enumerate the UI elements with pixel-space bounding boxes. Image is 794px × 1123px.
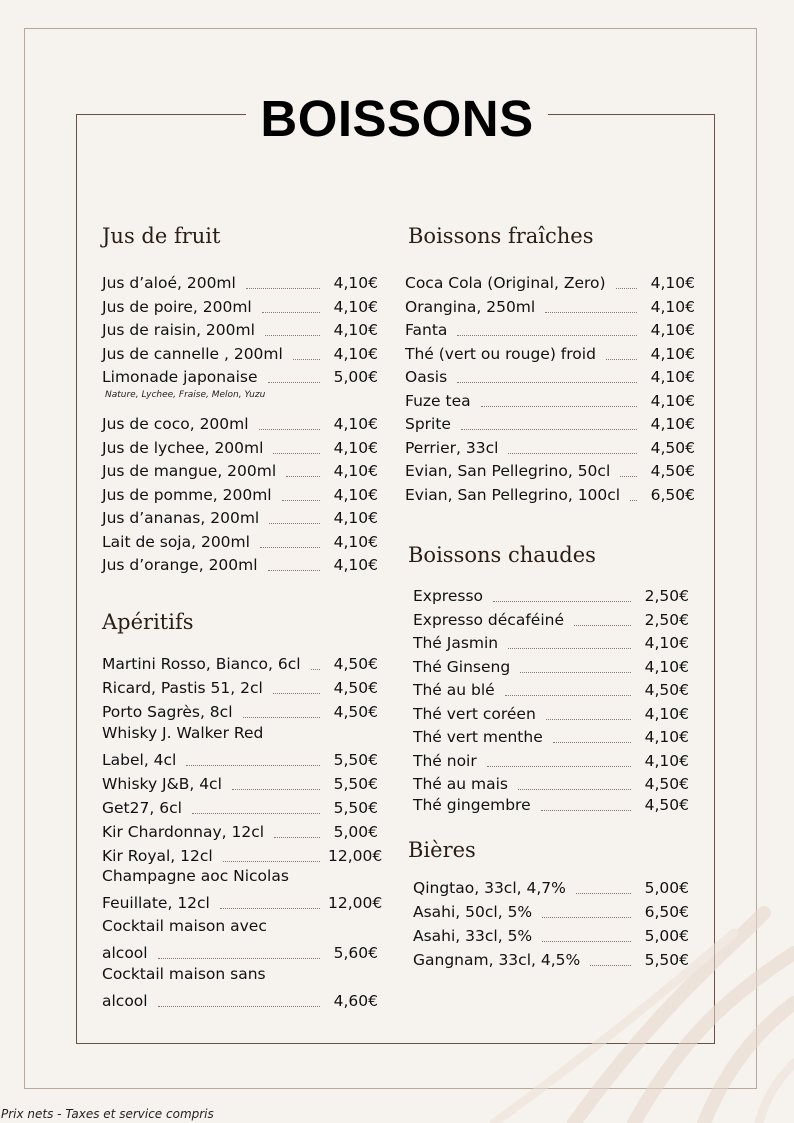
dot-leader bbox=[574, 625, 631, 626]
menu-item-name: Perrier, 33cl bbox=[405, 438, 499, 457]
bieres-list bbox=[413, 875, 689, 975]
menu-item bbox=[102, 435, 378, 458]
dot-leader bbox=[268, 382, 320, 383]
menu-item-price: 4,10€ bbox=[644, 751, 689, 770]
menu-item bbox=[102, 651, 378, 674]
dot-leader bbox=[457, 382, 637, 383]
menu-item bbox=[102, 819, 378, 842]
menu-item-name: Thé Jasmin bbox=[413, 634, 499, 652]
dot-leader bbox=[542, 941, 631, 942]
menu-item-name: Asahi, 33cl, 5% bbox=[413, 927, 533, 945]
chaudes-list bbox=[413, 583, 689, 823]
menu-item-price: 5,50€ bbox=[333, 751, 378, 769]
menu-item-price: 4,50€ bbox=[650, 462, 695, 480]
dot-leader bbox=[461, 429, 637, 430]
menu-item-name: Jus d’orange, 200ml bbox=[102, 556, 258, 574]
menu-item-price: 4,10€ bbox=[333, 415, 378, 433]
menu-item-name: Jus d’ananas, 200ml bbox=[102, 509, 260, 527]
menu-item-name: Jus d’aloé, 200ml bbox=[102, 274, 236, 292]
menu-item bbox=[102, 529, 378, 552]
menu-item-price: 5,00€ bbox=[333, 368, 378, 386]
menu-item-name: alcool bbox=[102, 944, 148, 962]
jus-list bbox=[102, 270, 378, 580]
dot-leader bbox=[493, 601, 631, 602]
dot-leader bbox=[546, 719, 631, 720]
menu-item-price: 4,10€ bbox=[650, 344, 695, 363]
menu-item-price: 4,10€ bbox=[644, 634, 689, 652]
menu-item-price: 4,10€ bbox=[333, 462, 378, 480]
menu-item-price: 5,00€ bbox=[644, 927, 689, 945]
menu-item-name: Asahi, 50cl, 5% bbox=[413, 903, 533, 921]
menu-item bbox=[413, 923, 689, 946]
menu-item-name: Gangnam, 33cl, 4,5% bbox=[413, 951, 581, 969]
menu-item-price: 12,00€ bbox=[328, 847, 383, 865]
menu-item-name: Evian, San Pellegrino, 100cl bbox=[405, 485, 621, 504]
menu-item-price: 4,10€ bbox=[333, 274, 378, 292]
menu-item-name: Ricard, Pastis 51, 2cl bbox=[102, 679, 263, 697]
page-title: BOISSONS bbox=[260, 90, 534, 147]
menu-item bbox=[413, 583, 689, 606]
dot-leader bbox=[520, 672, 631, 673]
menu-item-price: 4,10€ bbox=[644, 657, 689, 676]
dot-leader bbox=[220, 908, 320, 909]
menu-item-name: Oasis bbox=[405, 368, 448, 386]
menu-item bbox=[102, 294, 378, 317]
menu-item bbox=[413, 677, 689, 700]
dot-leader bbox=[286, 476, 320, 477]
menu-item-price: 2,50€ bbox=[644, 587, 689, 605]
menu-item bbox=[413, 875, 689, 898]
menu-item-name: Thé noir bbox=[413, 751, 477, 770]
menu-item-price: 4,10€ bbox=[650, 368, 695, 386]
menu-item-name: Jus de coco, 200ml bbox=[102, 415, 249, 433]
menu-item-name: Get27, 6cl bbox=[102, 799, 182, 817]
menu-item-price: 4,50€ bbox=[333, 655, 378, 673]
menu-item-price: 4,10€ bbox=[650, 391, 695, 410]
dot-leader bbox=[273, 693, 320, 694]
menu-item bbox=[413, 630, 689, 653]
menu-item-name: Jus de cannelle , 200ml bbox=[102, 344, 283, 363]
menu-item bbox=[413, 947, 689, 970]
dot-leader bbox=[518, 789, 631, 790]
dot-leader bbox=[265, 335, 320, 336]
menu-item bbox=[102, 270, 378, 293]
menu-item-name: Feuillate, 12cl bbox=[102, 894, 210, 912]
menu-item-name: Expresso décaféiné bbox=[413, 610, 564, 629]
menu-item-price: 2,50€ bbox=[644, 610, 689, 629]
menu-item-price: 5,50€ bbox=[333, 775, 378, 793]
menu-item-name: alcool bbox=[102, 992, 148, 1010]
menu-item-name-line1: Cocktail maison avec bbox=[102, 917, 267, 935]
menu-item bbox=[405, 388, 695, 411]
menu-item-price: 5,50€ bbox=[333, 799, 378, 817]
menu-item-name: Thé (vert ou rouge) froid bbox=[405, 344, 596, 363]
menu-item bbox=[413, 701, 689, 724]
menu-item-name: Limonade japonaise bbox=[102, 368, 258, 386]
menu-item bbox=[405, 317, 695, 340]
menu-item-name: Martini Rosso, Bianco, 6cl bbox=[102, 655, 301, 673]
dot-leader bbox=[616, 288, 637, 289]
menu-item bbox=[413, 654, 689, 677]
menu-item bbox=[413, 724, 689, 747]
menu-item-price: 4,10€ bbox=[650, 321, 695, 339]
menu-item bbox=[102, 317, 378, 340]
menu-item bbox=[405, 364, 695, 387]
menu-item bbox=[102, 505, 378, 528]
menu-item bbox=[102, 458, 378, 481]
dot-leader bbox=[553, 742, 631, 743]
dot-leader bbox=[269, 523, 320, 524]
dot-leader bbox=[293, 359, 320, 360]
menu-item-name: Fanta bbox=[405, 321, 448, 339]
menu-item bbox=[405, 294, 695, 317]
limonade-flavours-note: Nature, Lychee, Fraise, Melon, Yuzu bbox=[105, 390, 266, 400]
menu-item bbox=[405, 341, 695, 364]
menu-item-name: Label, 4cl bbox=[102, 751, 177, 769]
dot-leader bbox=[232, 789, 320, 790]
menu-item-name: Thé vert menthe bbox=[413, 728, 543, 746]
menu-item bbox=[102, 988, 378, 1011]
menu-item-name: Fuze tea bbox=[405, 391, 471, 410]
menu-item-price: 4,10€ bbox=[333, 321, 378, 339]
dot-leader bbox=[268, 570, 320, 571]
dot-leader bbox=[481, 406, 637, 407]
menu-item-price: 4,50€ bbox=[644, 775, 689, 793]
section-title-aperitifs: Apéritifs bbox=[102, 610, 194, 634]
menu-item-price: 5,50€ bbox=[644, 951, 689, 969]
menu-item-name: Thé gingembre bbox=[413, 796, 531, 814]
menu-item bbox=[102, 552, 378, 575]
section-title-fraiches: Boissons fraîches bbox=[408, 224, 594, 248]
menu-item-price: 4,10€ bbox=[650, 415, 695, 433]
section-title-bieres: Bières bbox=[408, 838, 476, 862]
menu-item bbox=[413, 748, 689, 771]
menu-item-name-line1: Cocktail maison sans bbox=[102, 965, 266, 983]
dot-leader bbox=[508, 453, 637, 454]
menu-item-name: Kir Royal, 12cl bbox=[102, 847, 213, 865]
menu-item-price: 5,00€ bbox=[644, 879, 689, 897]
dot-leader bbox=[606, 359, 637, 360]
menu-item bbox=[413, 792, 689, 815]
menu-item-name: Kir Chardonnay, 12cl bbox=[102, 823, 265, 841]
menu-item bbox=[102, 675, 378, 698]
menu-item bbox=[102, 890, 383, 913]
menu-item-name: Thé au mais bbox=[413, 775, 508, 793]
menu-item-price: 4,10€ bbox=[333, 509, 378, 527]
menu-item bbox=[102, 940, 378, 963]
menu-item-price: 4,10€ bbox=[644, 728, 689, 746]
menu-item bbox=[413, 899, 689, 922]
menu-item bbox=[102, 699, 378, 722]
menu-item-price: 4,60€ bbox=[333, 992, 378, 1010]
menu-item-name-line1: Whisky J. Walker Red bbox=[102, 724, 264, 742]
dot-leader bbox=[541, 810, 631, 811]
menu-item bbox=[102, 843, 383, 866]
menu-item-price: 4,50€ bbox=[333, 703, 378, 721]
dot-leader bbox=[192, 813, 320, 814]
menu-item-price: 4,10€ bbox=[650, 297, 695, 316]
menu-item bbox=[102, 341, 378, 364]
dot-leader bbox=[186, 765, 320, 766]
menu-item-name: Porto Sagrès, 8cl bbox=[102, 703, 233, 721]
menu-item-name: Lait de soja, 200ml bbox=[102, 532, 250, 551]
menu-item-name-line1: Champagne aoc Nicolas bbox=[102, 867, 289, 885]
dot-leader bbox=[274, 837, 320, 838]
menu-item-price: 4,10€ bbox=[333, 532, 378, 551]
menu-item-name: Thé au blé bbox=[413, 681, 495, 699]
aperitifs-list bbox=[102, 651, 383, 1011]
menu-item-name: Sprite bbox=[405, 415, 451, 433]
menu-item-price: 4,10€ bbox=[650, 274, 695, 292]
section-title-chaudes: Boissons chaudes bbox=[408, 543, 596, 567]
menu-item bbox=[405, 270, 695, 293]
menu-item-name: Qingtao, 33cl, 4,7% bbox=[413, 879, 566, 897]
dot-leader bbox=[508, 648, 631, 649]
dot-leader bbox=[262, 312, 320, 313]
dot-leader bbox=[311, 669, 320, 670]
menu-item-price: 6,50€ bbox=[650, 485, 695, 504]
menu-item-name: Orangina, 250ml bbox=[405, 297, 536, 316]
menu-item-name: Thé vert coréen bbox=[413, 704, 536, 723]
menu-item-price: 5,00€ bbox=[333, 823, 378, 841]
dot-leader bbox=[158, 1006, 320, 1007]
menu-item bbox=[405, 482, 695, 505]
menu-item-price: 4,50€ bbox=[644, 796, 689, 814]
dot-leader bbox=[590, 965, 631, 966]
menu-item-price: 6,50€ bbox=[644, 903, 689, 921]
menu-item-name: Jus de pomme, 200ml bbox=[102, 485, 272, 504]
menu-item-name: Evian, San Pellegrino, 50cl bbox=[405, 462, 611, 480]
dot-leader bbox=[576, 893, 631, 894]
menu-item-name: Jus de raisin, 200ml bbox=[102, 321, 255, 339]
dot-leader bbox=[282, 500, 320, 501]
menu-item bbox=[405, 458, 695, 481]
menu-item bbox=[102, 411, 378, 434]
menu-item-name: Jus de lychee, 200ml bbox=[102, 438, 264, 457]
dot-leader bbox=[620, 476, 637, 477]
dot-leader bbox=[542, 917, 631, 918]
dot-leader bbox=[259, 429, 320, 430]
footer-note: Prix nets - Taxes et service compris bbox=[1, 1107, 214, 1121]
menu-item-name: Whisky J&B, 4cl bbox=[102, 775, 222, 793]
dot-leader bbox=[243, 717, 320, 718]
dot-leader bbox=[487, 766, 631, 767]
dot-leader bbox=[630, 500, 637, 501]
menu-item bbox=[405, 435, 695, 458]
menu-item-price: 4,50€ bbox=[644, 681, 689, 699]
menu-item bbox=[102, 482, 378, 505]
menu-item bbox=[413, 771, 689, 794]
menu-item-price: 4,50€ bbox=[650, 438, 695, 457]
menu-item-price: 4,10€ bbox=[333, 344, 378, 363]
page-title-wrap bbox=[246, 88, 548, 150]
menu-item-name: Coca Cola (Original, Zero) bbox=[405, 274, 606, 292]
menu-item-price: 4,10€ bbox=[333, 297, 378, 316]
menu-item bbox=[405, 411, 695, 434]
dot-leader bbox=[223, 861, 320, 862]
menu-item bbox=[102, 747, 378, 770]
menu-item-price: 4,50€ bbox=[333, 679, 378, 697]
menu-item bbox=[102, 795, 378, 818]
dot-leader bbox=[505, 695, 631, 696]
dot-leader bbox=[246, 288, 320, 289]
menu-item bbox=[102, 364, 378, 387]
menu-item-price: 4,10€ bbox=[644, 704, 689, 723]
menu-item bbox=[413, 607, 689, 630]
menu-item-price: 5,60€ bbox=[333, 944, 378, 962]
section-title-jus: Jus de fruit bbox=[102, 224, 221, 248]
fraiches-list bbox=[405, 270, 695, 510]
dot-leader bbox=[158, 958, 320, 959]
menu-item-name: Thé Ginseng bbox=[413, 657, 511, 676]
menu-item-price: 4,10€ bbox=[333, 556, 378, 574]
menu-item-price: 4,10€ bbox=[333, 485, 378, 504]
dot-leader bbox=[273, 453, 320, 454]
menu-item-name: Expresso bbox=[413, 587, 484, 605]
menu-item bbox=[102, 771, 378, 794]
menu-item-name: Jus de mangue, 200ml bbox=[102, 462, 277, 480]
dot-leader bbox=[260, 547, 320, 548]
dot-leader bbox=[457, 335, 637, 336]
menu-item-price: 4,10€ bbox=[333, 438, 378, 457]
dot-leader bbox=[545, 312, 637, 313]
menu-item-price: 12,00€ bbox=[328, 894, 383, 912]
menu-item-name: Jus de poire, 200ml bbox=[102, 297, 252, 316]
